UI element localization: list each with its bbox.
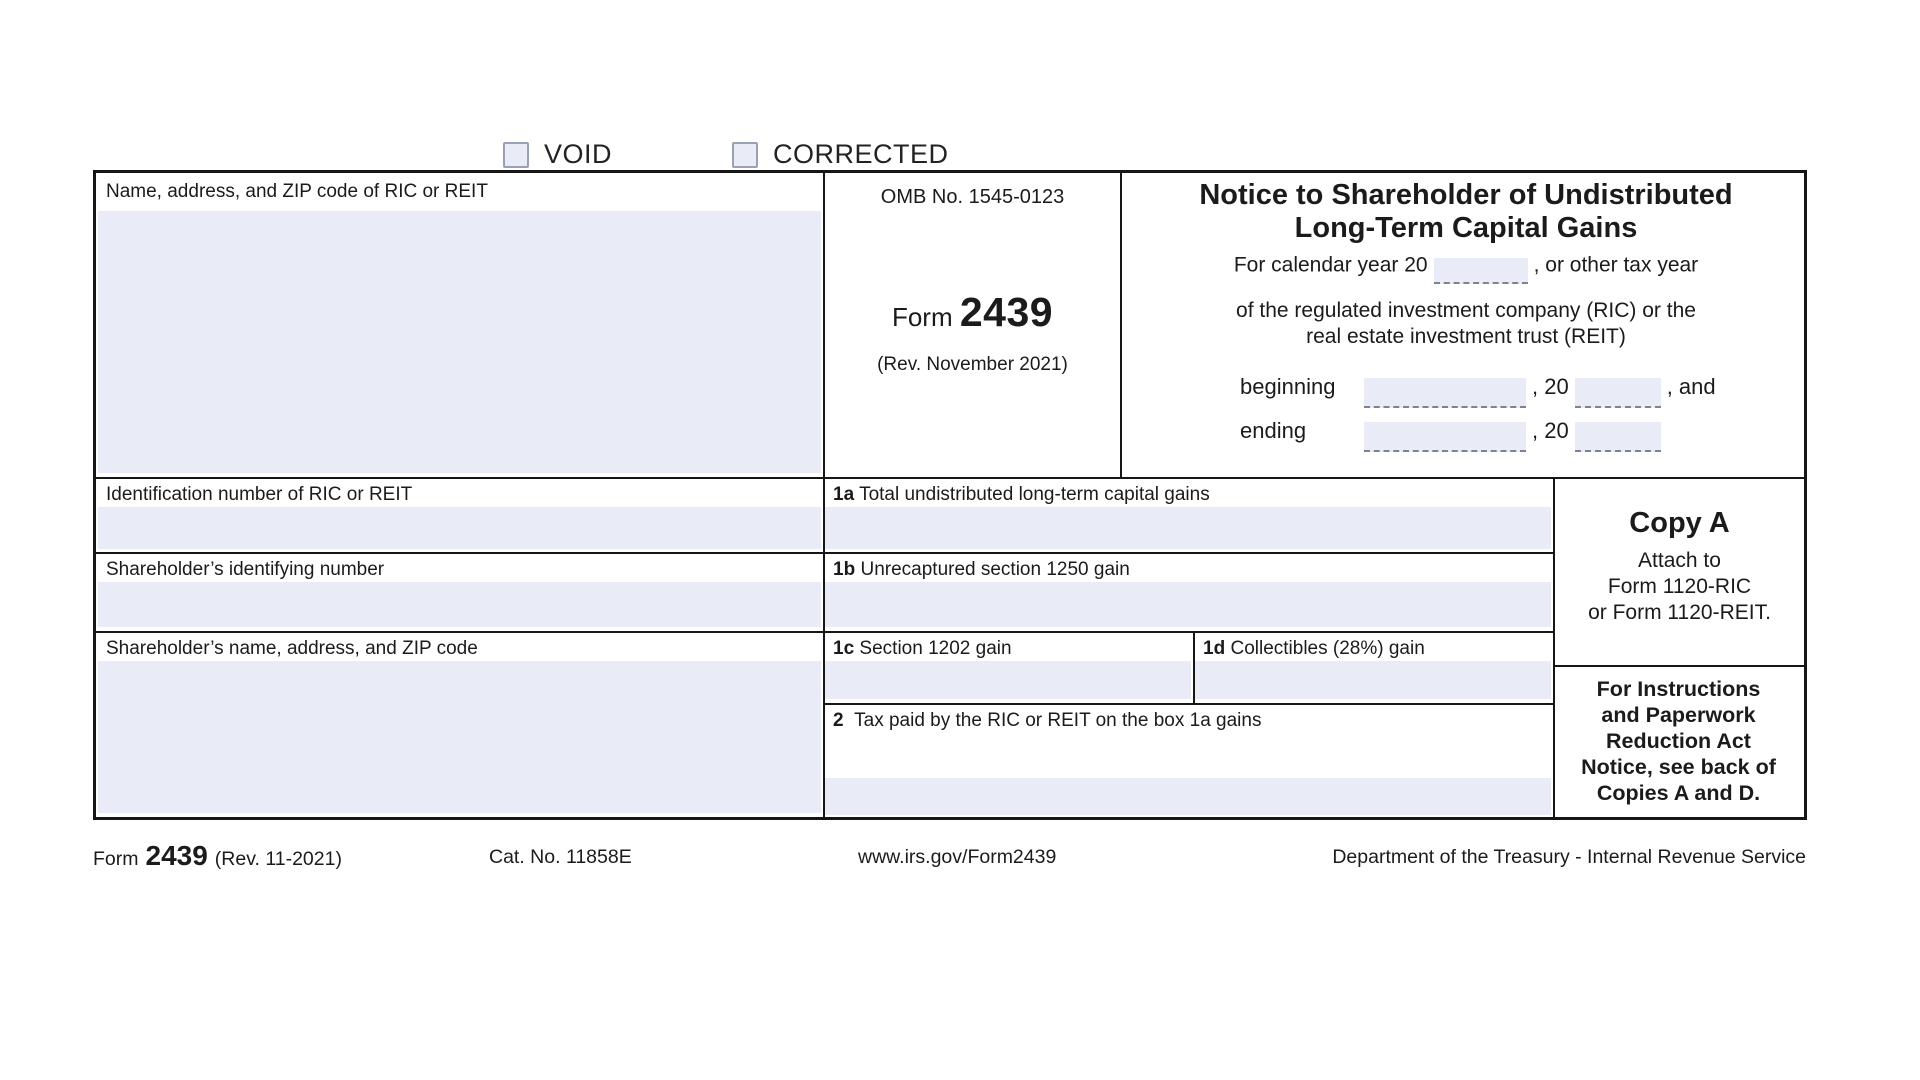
copy-a-line1: Attach to <box>1638 549 1721 572</box>
ric-address-label: Name, address, and ZIP code of RIC or REIT <box>106 181 488 202</box>
paperwork-line5: Copies A and D. <box>1596 781 1761 805</box>
box-1d-label <box>1203 638 1425 660</box>
corrected-checkbox[interactable] <box>732 142 758 168</box>
void-checkbox[interactable] <box>503 142 529 168</box>
corrected-label: CORRECTED <box>773 139 949 169</box>
void-checkbox-group <box>503 139 612 170</box>
form-number: 2439 <box>959 289 1054 335</box>
box-1b-label <box>833 559 1130 581</box>
ending-year-input[interactable] <box>1575 422 1661 452</box>
id-number-label: Identification number of RIC or REIT <box>106 484 413 505</box>
box-1d-input[interactable] <box>1195 661 1551 699</box>
footer-form-number: 2439 <box>145 840 208 871</box>
beginning-label: beginning <box>1240 374 1336 399</box>
shareholder-id-input[interactable] <box>98 582 821 627</box>
copy-a-title: Copy A <box>1629 507 1730 539</box>
notice-body-line2: of the regulated investment company (RIC) or the <box>1236 299 1696 322</box>
corrected-checkbox-group <box>732 139 949 170</box>
row-line-1 <box>96 477 1804 479</box>
copy-a-line2: Form 1120-RIC <box>1607 575 1752 598</box>
form-body <box>93 170 1807 820</box>
copy-a-cell <box>1555 477 1804 626</box>
ending-comma-20: , 20 <box>1532 418 1569 443</box>
beginning-and: , and <box>1666 374 1716 399</box>
revision-date: (Rev. November 2021) <box>877 354 1068 375</box>
row-line-4 <box>823 703 1553 705</box>
beginning-comma-20: , 20 <box>1532 374 1569 399</box>
box-2-input[interactable] <box>825 778 1551 815</box>
box-1b-text: Unrecaptured section 1250 gain <box>860 559 1130 580</box>
ric-address-input[interactable] <box>98 211 821 473</box>
box-1a-label <box>833 484 1210 506</box>
beginning-year-input[interactable] <box>1575 378 1661 408</box>
paperwork-line1: For Instructions <box>1596 677 1761 701</box>
row-line-2 <box>96 552 1553 554</box>
footer-form-word: Form <box>93 848 139 870</box>
footer-url: www.irs.gov/Form2439 <box>858 846 1057 868</box>
shareholder-name-input[interactable] <box>98 661 821 813</box>
calendar-year-input[interactable] <box>1434 258 1528 284</box>
box-1b-number: 1b <box>833 559 856 580</box>
row-line-3 <box>96 631 1553 633</box>
box-2-text: Tax paid by the RIC or REIT on the box 1a gains <box>854 710 1262 731</box>
paperwork-notice-cell <box>1553 665 1804 817</box>
shareholder-id-label: Shareholder’s identifying number <box>106 559 385 580</box>
beginning-date-input[interactable] <box>1364 378 1526 408</box>
paperwork-line3: Reduction Act <box>1606 729 1751 753</box>
notice-body-line3: real estate investment trust (REIT) <box>1306 325 1626 348</box>
box-1a-number: 1a <box>833 484 855 505</box>
box-2-number: 2 <box>833 710 844 731</box>
ending-date-row <box>1240 415 1661 445</box>
footer-form-id <box>93 840 342 872</box>
copy-a-line3: or Form 1120-REIT. <box>1588 601 1771 624</box>
box-1c-number: 1c <box>833 638 855 659</box>
divider-left-middle <box>823 173 825 817</box>
footer-catalog-number: Cat. No. 11858E <box>489 846 632 868</box>
box-1c-input[interactable] <box>825 661 1191 699</box>
notice-title-line2: Long-Term Capital Gains <box>1294 212 1638 244</box>
id-number-input[interactable] <box>98 507 821 549</box>
box-1a-input[interactable] <box>825 507 1551 549</box>
form-number-title <box>825 289 1120 336</box>
calendar-year-suffix: , or other tax year <box>1533 253 1699 277</box>
notice-title <box>1122 179 1810 245</box>
box-2-label <box>833 710 1261 732</box>
form-word: Form <box>891 302 953 332</box>
beginning-date-row <box>1240 371 1716 401</box>
box-1b-input[interactable] <box>825 582 1551 627</box>
box-1c-text: Section 1202 gain <box>859 638 1012 659</box>
paperwork-line2: and Paperwork <box>1601 703 1756 727</box>
omb-number: OMB No. 1545-0123 <box>880 186 1065 208</box>
box-1d-number: 1d <box>1203 638 1226 659</box>
paperwork-line4: Notice, see back of <box>1581 755 1776 779</box>
calendar-year-prefix: For calendar year 20 <box>1233 253 1428 277</box>
notice-title-line1: Notice to Shareholder of Undistributed <box>1199 179 1733 211</box>
calendar-year-line <box>1122 253 1810 279</box>
notice-header-cell <box>1122 173 1810 477</box>
box-1c-label <box>833 638 1012 660</box>
void-label: VOID <box>544 139 613 169</box>
ending-date-input[interactable] <box>1364 422 1526 452</box>
ending-label: ending <box>1240 418 1307 443</box>
box-1a-text: Total undistributed long-term capital gains <box>859 484 1210 505</box>
footer-revision: (Rev. 11-2021) <box>214 848 342 870</box>
shareholder-name-label: Shareholder’s name, address, and ZIP code <box>106 638 478 659</box>
box-1d-text: Collectibles (28%) gain <box>1230 638 1425 659</box>
footer-agency: Department of the Treasury - Internal Revenue Service <box>1332 846 1806 868</box>
